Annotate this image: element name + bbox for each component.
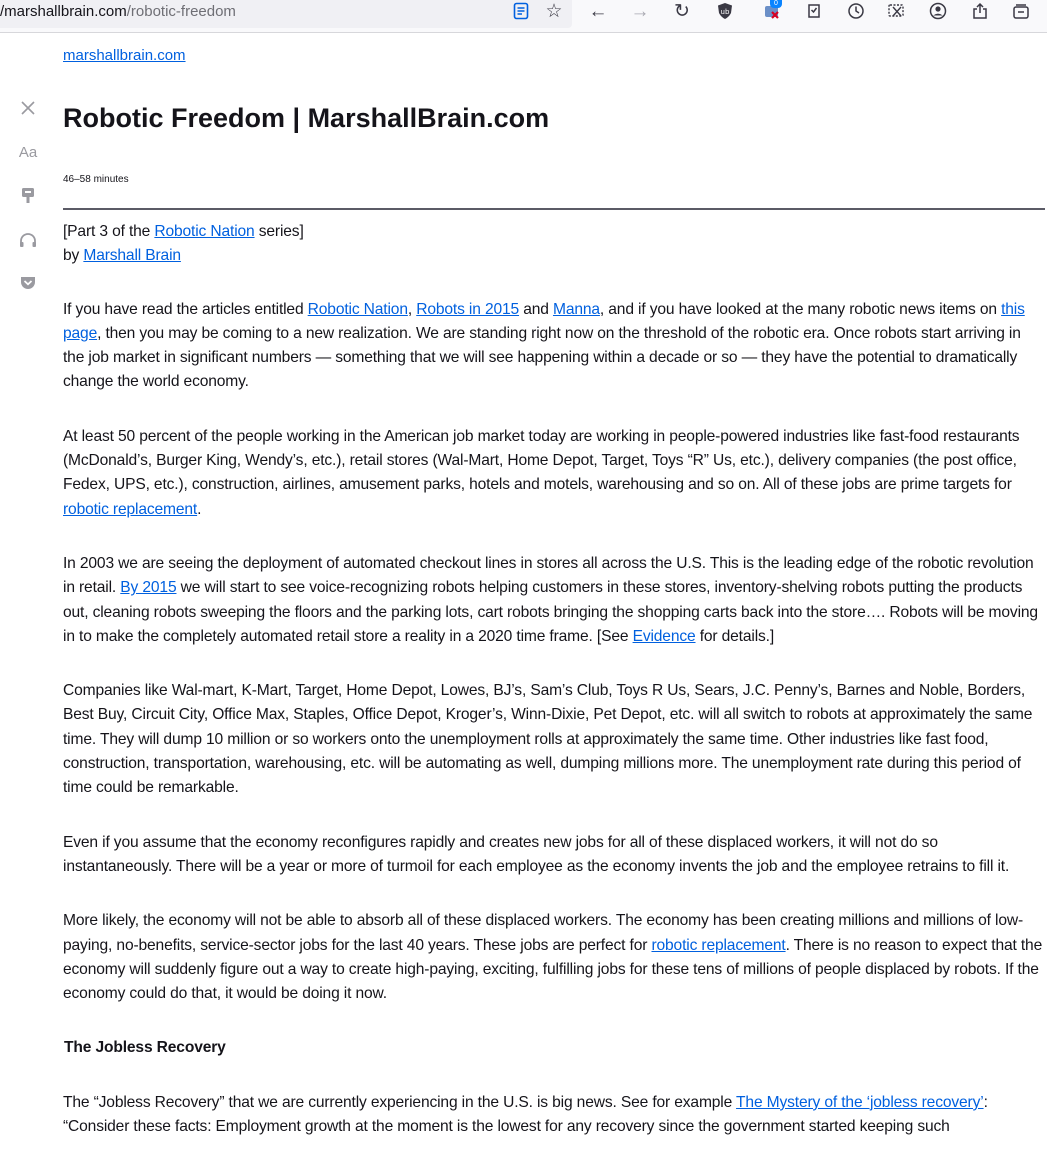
paragraph-4: Companies like Wal-mart, K-Mart, Target, Home Depot, Lowes, BJ’s, Sam’s Club, Toys R Us, Sears, J.C. Penny’s, Barnes and Noble, Borders, Best Buy, Circuit City, Office Max, Staples, Office Depot, Kroger’s, Winn-Dixie, Pet Depot, etc. will all switch to robots at approximately the same time. They will dump 10 million or so workers onto the unemployment rolls at approximately the same time. Other industries like fast food, construction, transportation, warehousing, etc. will be automating as well, dumping millions more. The unemployment rate during this period of time could be remarkable. [63,682,1033,797]
this-page-link[interactable]: this page [63,300,1025,342]
robotic-replacement-link[interactable]: robotic replacement [63,500,198,518]
reload-icon[interactable]: ↻ [674,0,690,22]
tab-manager-icon[interactable] [1008,0,1034,22]
jobless-recovery-mystery-link[interactable]: The Mystery of the ‘jobless recovery’ [736,1093,984,1111]
evidence-link[interactable]: Evidence [632,627,696,645]
close-icon[interactable] [14,95,42,121]
browser-toolbar [0,0,1047,33]
page-title: Robotic Freedom | MarshallBrain.com [63,103,550,133]
by-2015-link[interactable]: By 2015 [120,579,177,597]
account-avatar-icon[interactable] [925,0,951,22]
share-icon[interactable] [967,0,993,22]
byline-paragraph: [Part 3 of the Robotic Nation series] by Marshall Brain [63,223,304,265]
paragraph-3: In 2003 we are seeing the deployment of automated checkout lines in stores all across the U.S. This is the leading edge of the robotic revolution in retail. By 2015 we will start to see voice-recognizing robots helping customers in these stores, inventory-shelving robots putting the products out, cleaning robots sweeping the floors and the parking lots, cart robots bringing the shopping carts back into the store…. Robots will be moving in to make the completely automated retail store a reality in a 2020 time frame. [See Evidence for details.] [63,554,1038,645]
url-text[interactable]: /marshallbrain.com/robotic-freedom [0,3,236,20]
robotic-nation-series-link[interactable]: Robotic Nation [154,223,255,240]
history-clock-icon[interactable] [843,0,869,22]
bookmark-star-icon[interactable]: ☆ [545,0,563,22]
paragraph-6: More likely, the economy will not be able to absorb all of these displaced workers. The economy has been creating millions and millions of low-paying, no-benefits, service-sector jobs for the last 40 years. These jobs are perfect for robotic replacement. There is no reason to expect that the economy will suddenly figure out a way to create high-paying, exciting, fulfilling jobs for these tens of millions of people displaced by robots. If the economy could do that, it would be doing it now. [63,912,1043,1003]
back-arrow-icon[interactable]: ← [588,0,608,22]
extension-badge: 0 [770,0,782,8]
site-domain-link[interactable]: marshallbrain.com [63,47,186,64]
manna-link[interactable]: Manna [552,300,600,318]
article-body [63,220,1043,1169]
reader-view-icon[interactable] [508,0,534,22]
header-divider [63,208,1045,210]
screenshot-scissors-icon[interactable] [884,0,910,22]
robotic-replacement-link-2[interactable]: robotic replacement [651,936,786,954]
svg-text:ub: ub [720,8,730,16]
reader-article [63,44,1043,1136]
ublock-shield-icon[interactable] [712,0,738,22]
reading-time: 46–58 minutes [63,174,129,185]
paragraph-2: At least 50 percent of the people working in the American job market today are working in people-powered industries like fast-food restaurants (McDonald’s, Burger King, Wendy’s, etc.), retail stores (Wal-Mart, Home Depot, Target, Toys “R” Us, etc.), delivery companies (the post office, Fedex, UPS, etc.), construction, airlines, amusement parks, hotels and motels, warehousing and so on. All of these jobs are prime targets for robotic replacement. [63,427,1020,518]
address-bar[interactable] [0,0,572,28]
extension-puzzle-icon[interactable] [801,0,827,22]
forward-arrow-icon[interactable]: → [630,0,650,22]
section-heading-jobless-recovery: The Jobless Recovery [64,1039,226,1057]
robotic-nation-link[interactable]: Robotic Nation [307,300,408,318]
author-link[interactable]: Marshall Brain [83,247,181,265]
robots-in-2015-link[interactable]: Robots in 2015 [416,300,520,318]
paragraph-7: The “Jobless Recovery” that we are currently experiencing in the U.S. is big news. See for example The Mystery of the ‘jobless recovery’: “Consider these facts: Employment growth at the moment is the lowest for any recovery since the government started keeping such [63,1093,988,1136]
paragraph-5: Even if you assume that the economy reconfigures rapidly and creates new jobs for all of these displaced workers, it will not do so instantaneously. There will be a year or more of turmoil for each employee as the economy invents the job and the employee retrains to fill it. [63,833,1010,875]
headphones-icon[interactable] [14,227,42,253]
type-controls-icon[interactable]: Aa [18,143,38,161]
pocket-save-icon[interactable] [14,270,42,296]
paragraph-1: If you have read the articles entitled Robotic Nation, Robots in 2015 and Manna, and if you have looked at the many robotic news items on this page, then you may be coming to a new realization. We are standing right now on the threshold of the robotic era. Once robots start arriving in the job market in significant numbers — something that we will see happening within a decade or so — they have the potential to dramatically change the world economy. [63,300,1025,391]
text-to-speech-narrate-icon[interactable] [14,183,42,209]
